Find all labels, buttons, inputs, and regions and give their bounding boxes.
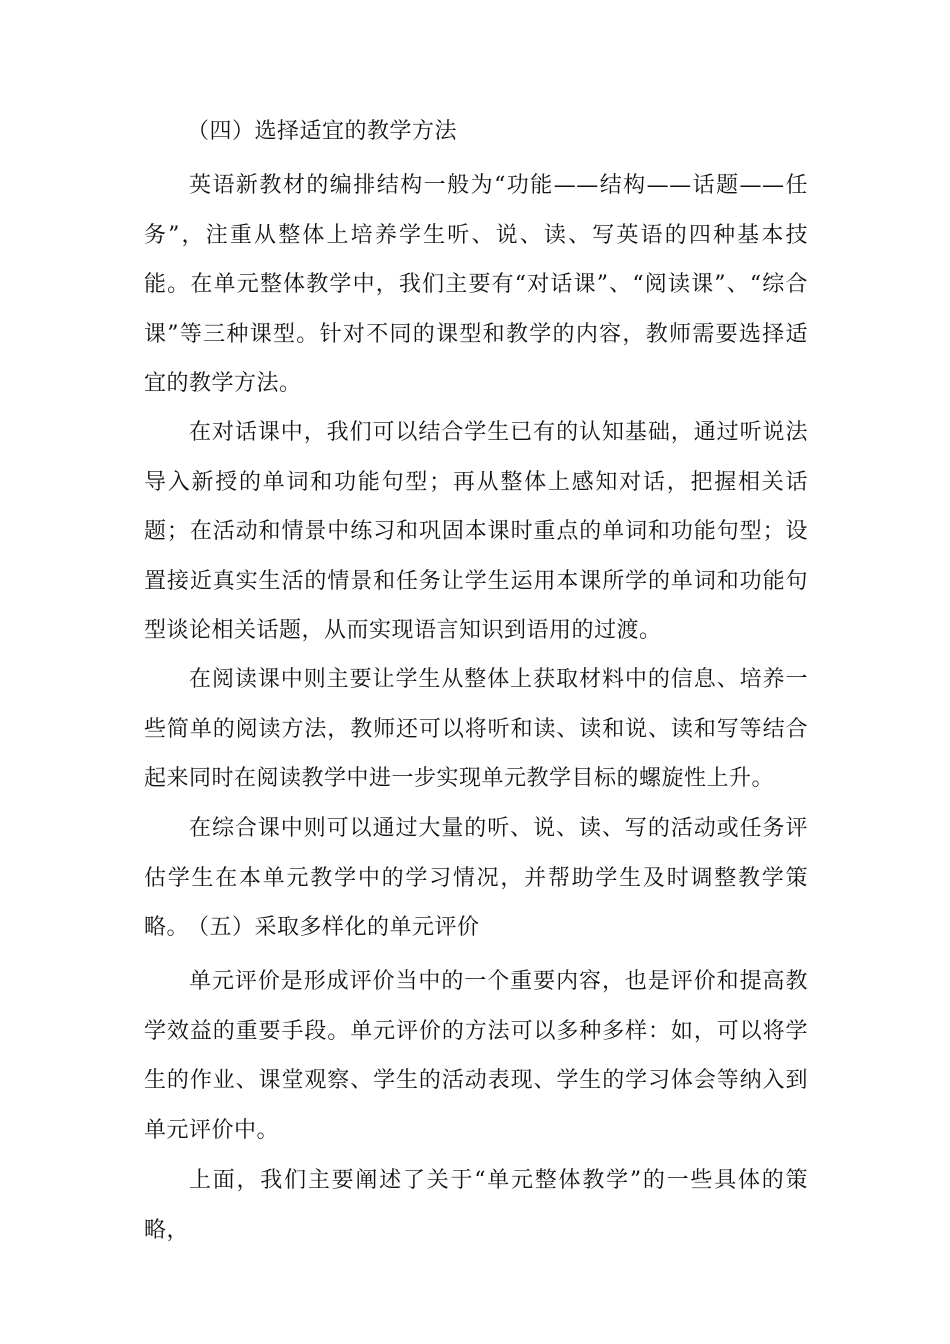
section-heading-5: （五）采取多样化的单元评价: [187, 915, 480, 940]
paragraph-5: 单元评价是形成评价当中的一个重要内容，也是评价和提高教学效益的重要手段。单元评价的方法可以多种多样：如，可以将学生的作业、课堂观察、学生的活动表现、学生的学习体会等纳入到单元评价中。: [144, 969, 808, 1143]
paragraph-1: 英语新教材的编排结构一般为“功能——结构——话题——任务”，注重从整体上培养学生听、说、读、写英语的四种基本技能。在单元整体教学中，我们主要有“对话课”、“阅读课”、“综合课”等三种课型。针对不同的课型和教学的内容，教师需要选择适宜的教学方法。: [144, 173, 808, 396]
paragraph-2: 在对话课中，我们可以结合学生已有的认知基础，通过听说法导入新授的单词和功能句型；再从整体上感知对话，把握相关话题；在活动和情景中练习和巩固本课时重点的单词和功能句型；设置接近真实生活的情景和任务让学生运用本课所学的单词和功能句型谈论相关话题，从而实现语言知识到语用的过渡。: [144, 420, 808, 643]
section-heading-4: （四）选择适宜的教学方法: [187, 119, 458, 144]
paragraph-3: 在阅读课中则主要让学生从整体上获取材料中的信息、培养一些简单的阅读方法，教师还可以将听和读、读和说、读和写等结合起来同时在阅读教学中进一步实现单元教学目标的螺旋性上升。: [144, 667, 808, 791]
paragraph-4: 在综合课中则可以通过大量的听、说、读、写的活动或任务评估学生在本单元教学中的学习情况，并帮助学生及时调整教学策略。: [144, 816, 808, 940]
paragraph-6: 上面，我们主要阐述了关于“单元整体教学”的一些具体的策略，: [144, 1168, 808, 1243]
